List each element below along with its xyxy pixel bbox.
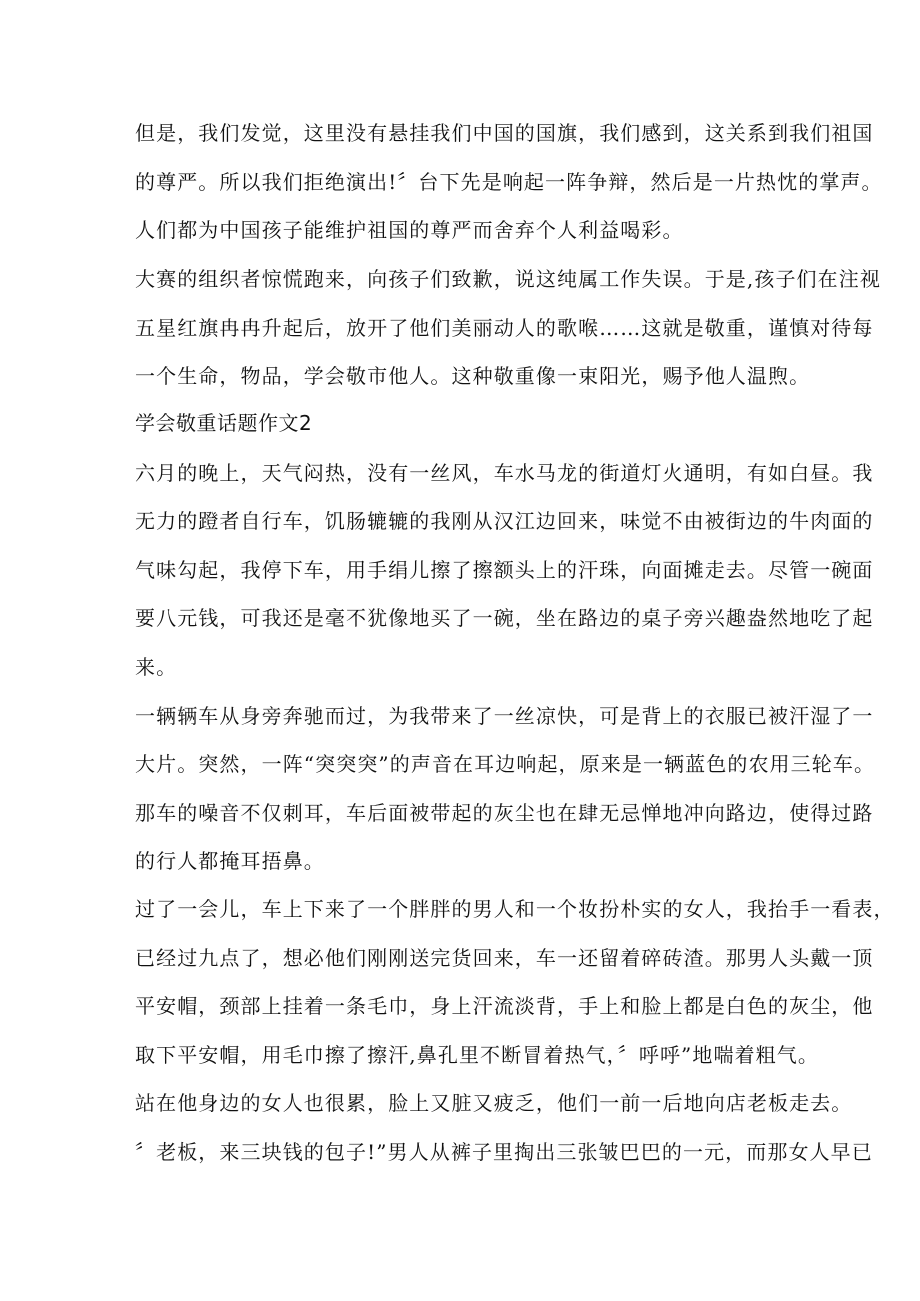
paragraph-line: 大赛的组织者惊慌跑来，向孩子们致歉，说这纯属工作失误。于是,孩子们在注视 [135,267,881,291]
paragraph-line: 无力的蹬者自行车，饥肠辘辘的我刚从汉江边回来，味觉不由被街边的牛肉面的 [135,509,874,533]
paragraph-line: 取下平安帽，用毛巾擦了擦汗,鼻孔里不断冒着热气，〞呼呼”地喘着粗气。 [135,1043,819,1067]
paragraph-line: 但是，我们发觉，这里没有悬挂我们中国的国旗，我们感到，这关系到我们祖国 [135,121,874,145]
paragraph-line: 来。 [135,655,178,679]
section-heading: 学会敬重话题作文2 [135,411,313,435]
paragraph-line: 气味勾起，我停下车，用手绢儿擦了擦额头上的汗珠，向面摊走去。尽管一碗面 [135,558,874,582]
paragraph-line: 平安帽，颈部上挂着一条毛巾，身上汗流淡背，手上和脸上都是白色的灰尘，他 [135,994,874,1018]
paragraph-line: 要八元钱，可我还是毫不犹像地买了一碗，坐在路边的桌子旁兴趣盎然地吃了起 [135,606,874,630]
paragraph-line: 大片。突然，一阵“突突突”的声音在耳边响起，原来是一辆蓝色的农用三轮车。 [135,752,876,776]
paragraph-line: 一辆辆车从身旁奔驰而过，为我带来了一丝凉快，可是背上的衣服已被汗湿了一 [135,704,874,728]
paragraph-line: 站在他身边的女人也很累，脸上又脏又疲乏，他们一前一后地向店老板走去。 [135,1091,853,1115]
paragraph-line: 一个生命，物品，学会敬市他人。这种敬重像一束阳光，赐予他人温煦。 [135,364,811,388]
paragraph-line: 的尊严。所以我们拒绝演出!〞台下先是响起一阵争辩，然后是一片热忱的掌声。 [135,170,883,194]
paragraph-line: 已经过九点了，想必他们刚刚送完货回来，车一还留着碎砖渣。那男人头戴一顶 [135,946,874,970]
paragraph-line: 六月的晚上，天气闷热，没有一丝风，车水马龙的街道灯火通明，有如白昼。我 [135,461,874,485]
paragraph-line: 那车的噪音不仅刺耳，车后面被带起的灰尘也在肆无忌惮地冲向路边，使得过路 [135,801,874,825]
paragraph-line: 〞老板，来三块钱的包子!”男人从裤子里掏出三张皱巴巴的一元，而那女人早已 [135,1140,873,1164]
paragraph-line: 五星红旗冉冉升起后，放开了他们美丽动人的歌喉……这就是敬重，谨慎对待每 [135,316,874,340]
paragraph-line: 过了一会儿，车上下来了一个胖胖的男人和一个妆扮朴实的女人，我抬手一看表， [135,897,895,921]
paragraph-line: 的行人都掩耳捂鼻。 [135,849,325,873]
paragraph-line: 人们都为中国孩子能维护祖国的尊严而舍弃个人利益喝彩。 [135,218,684,242]
